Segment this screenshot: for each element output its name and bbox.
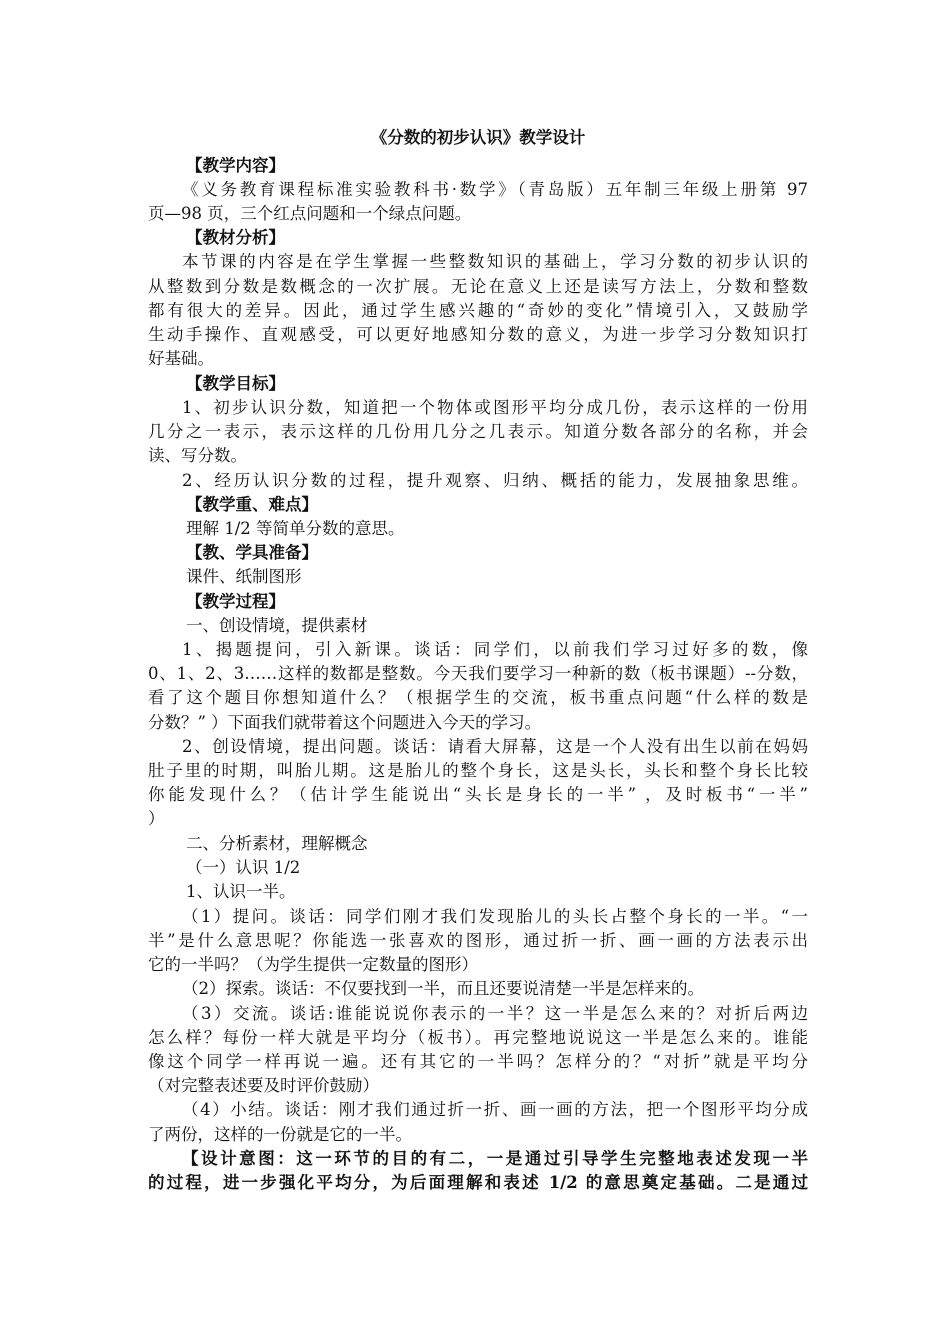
paragraph-line: 的过程，进一步强化平均分，为后面理解和表述 1/2 的意思奠定基础。二是通过 (148, 1173, 808, 1192)
section-heading: 【教学目标】 (186, 374, 285, 393)
paragraph-line: 理解 1/2 等简单分数的意思。 (186, 519, 405, 538)
section-heading: 【教学重、难点】 (186, 495, 318, 514)
paragraph-line: 《义务教育课程标准实验教科书·数学》（青岛版）五年制三年级上册第 97 (182, 180, 808, 199)
paragraph-line: （4）小结。谈话：刚才我们通过折一折、画一画的方法，把一个图形平均分成 (182, 1100, 808, 1119)
paragraph-line: 0、1、2、3……这样的数都是整数。今天我们要学习一种新的数（板书课题）--分数， (148, 664, 808, 683)
paragraph-line: 你能发现什么？（估计学生能说出“头长是身长的一半” ，及时板书“一半” (148, 785, 808, 804)
paragraph-line: 一、创设情境，提供素材 (186, 616, 368, 635)
paragraph-line: 二、分析素材，理解概念 (186, 834, 368, 853)
paragraph-line: 肚子里的时期，叫胎儿期。这是胎儿的整个身长，这是头长，头长和整个身长比较 (148, 761, 808, 780)
paragraph-line: 2、经历认识分数的过程，提升观察、归纳、概括的能力，发展抽象思维。 (182, 471, 808, 490)
section-heading: 【教学过程】 (186, 592, 285, 611)
paragraph-line: 怎么样？每份一样大就是平均分（板书）。再完整地说说这一半是怎么来的。谁能 (148, 1028, 808, 1047)
section-heading: 【教、学具准备】 (186, 543, 318, 562)
paragraph-line: 它的一半吗？（为学生提供一定数量的图形） (148, 955, 478, 974)
paragraph-line: 页—98 页，三个红点问题和一个绿点问题。 (148, 204, 472, 223)
paragraph-line: 半”是什么意思呢？你能选一张喜欢的图形，通过折一折、画一画的方法表示出 (148, 931, 808, 950)
paragraph-line: 本节课的内容是在学生掌握一些整数知识的基础上，学习分数的初步认识的 (182, 252, 808, 271)
paragraph-line: 2、创设情境，提出问题。谈话：请看大屏幕，这是一个人没有出生以前在妈妈 (182, 737, 808, 756)
paragraph-line: ） (148, 809, 165, 828)
paragraph-line: 读、写分数。 (148, 446, 247, 465)
paragraph-line: （3）交流。谈话:谁能说说你表示的一半？这一半是怎么来的？对折后两边 (182, 1004, 808, 1023)
paragraph-line: （对完整表述要及时评价鼓励） (148, 1076, 379, 1095)
paragraph-line: （2）探索。谈话：不仅要找到一半，而且还要说清楚一半是怎样来的。 (182, 979, 704, 998)
section-heading: 【教材分析】 (186, 228, 285, 247)
paragraph-line: 像这个同学一样再说一遍。还有其它的一半吗？怎样分的？“对折”就是平均分 (148, 1052, 808, 1071)
document-title: 《分数的初步认识》教学设计 (370, 128, 586, 147)
section-heading: 【教学内容】 (186, 156, 285, 175)
paragraph-line: 看了这个题目你想知道什么？（根据学生的交流，板书重点问题“什么样的数是 (148, 688, 808, 707)
paragraph-line: 好基础。 (148, 349, 214, 368)
paragraph-line: 生动手操作、直观感受，可以更好地感知分数的意义，为进一步学习分数知识打 (148, 325, 808, 344)
paragraph-line: 1、认识一半。 (186, 882, 296, 901)
paragraph-line: 了两份，这样的一份就是它的一半。 (148, 1125, 412, 1144)
paragraph-line: 课件、纸制图形 (186, 567, 302, 586)
paragraph-line: 1、揭题提问，引入新课。谈话：同学们，以前我们学习过好多的数，像 (182, 640, 808, 659)
paragraph-line: （一）认识 1/2 (186, 858, 301, 877)
paragraph-line: 从整数到分数是数概念的一次扩展。无论在意义上还是读写方法上，分数和整数 (148, 277, 808, 296)
paragraph-line: 【设计意图：这一环节的目的有二，一是通过引导学生完整地表述发现一半 (182, 1149, 808, 1168)
paragraph-line: 都有很大的差异。因此，通过学生感兴趣的“奇妙的变化”情境引入，又鼓励学 (148, 301, 808, 320)
paragraph-line: 分数？” ）下面我们就带着这个问题进入今天的学习。 (148, 713, 542, 732)
paragraph-line: 1、初步认识分数，知道把一个物体或图形平均分成几份，表示这样的一份用 (182, 398, 808, 417)
paragraph-line: 几分之一表示，表示这样的几份用几分之几表示。知道分数各部分的名称，并会 (148, 422, 808, 441)
paragraph-line: （1）提问。谈话：同学们刚才我们发现胎儿的头长占整个身长的一半。“一 (182, 907, 808, 926)
